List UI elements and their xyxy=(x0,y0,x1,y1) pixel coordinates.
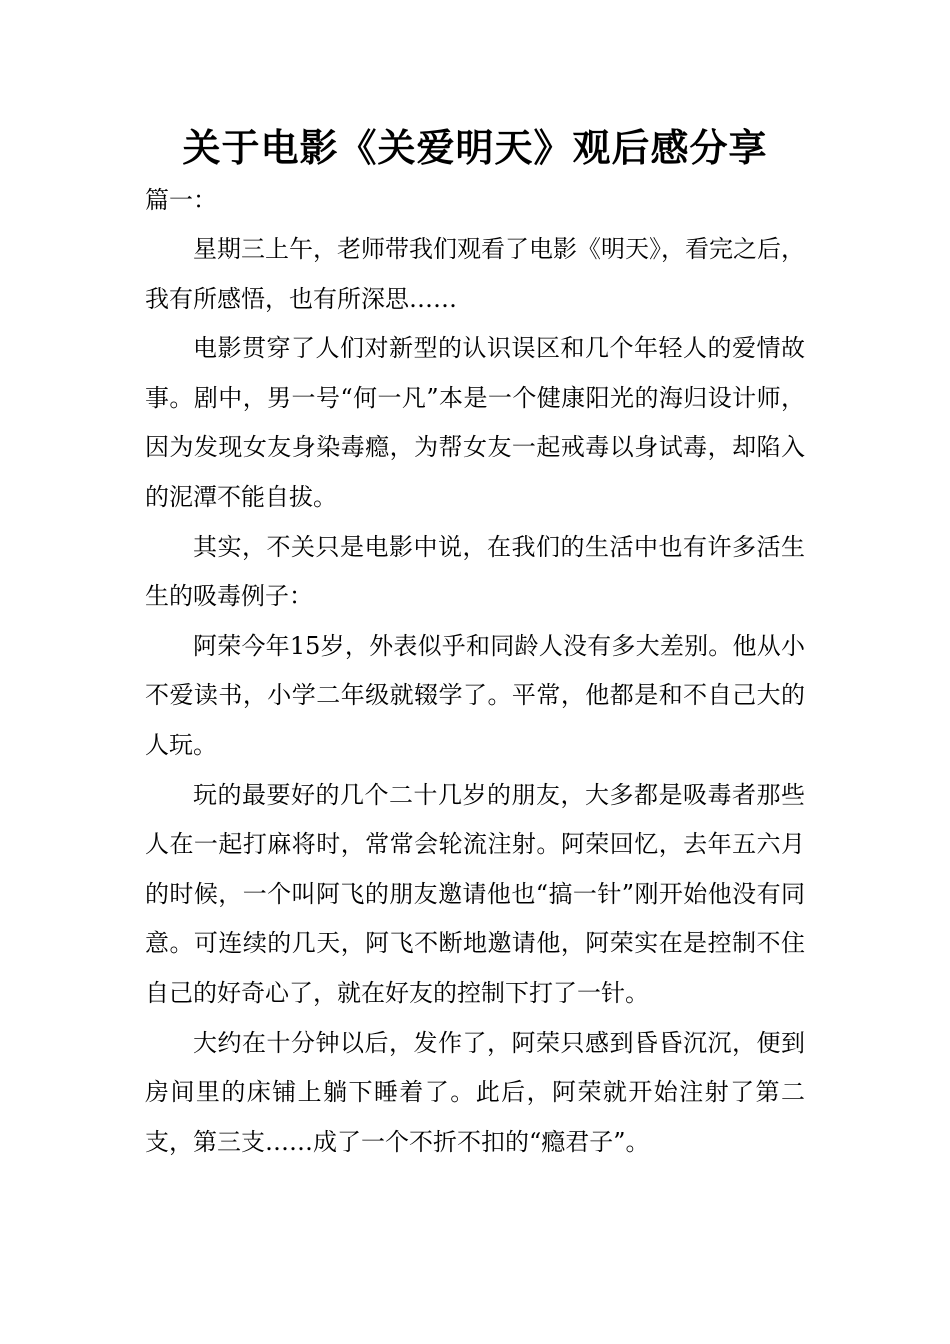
paragraph: 电影贯穿了人们对新型的认识误区和几个年轻人的爱情故事。剧中，男一号“何一凡”本是一个健康阳光的海归设计师，因为发现女友身染毒瘾，为帮女友一起戒毒以身试毒，却陷入的泥潭不能自拔。 xyxy=(145,334,805,511)
section-label: 篇一： xyxy=(145,186,217,214)
paragraph: 大约在十分钟以后，发作了，阿荣只感到昏昏沉沉，便到房间里的床铺上躺下睡着了。此后，阿荣就开始注射了第二支，第三支……成了一个不折不扣的“瘾君子”。 xyxy=(145,1028,805,1156)
paragraph: 玩的最要好的几个二十几岁的朋友，大多都是吸毒者那些人在一起打麻将时，常常会轮流注射。阿荣回忆，去年五六月的时候，一个叫阿飞的朋友邀请他也“搞一针”刚开始他没有同意。可连续的几天，阿飞不断地邀请他，阿荣实在是控制不住自己的好奇心了，就在好友的控制下打了一针。 xyxy=(145,780,805,1007)
document-title: 关于电影《关爱明天》观后感分享 xyxy=(182,126,768,170)
document-body xyxy=(145,225,805,1167)
paragraph: 星期三上午，老师带我们观看了电影《明天》，看完之后，我有所感悟，也有所深思…… xyxy=(145,235,805,313)
paragraph: 其实，不关只是电影中说，在我们的生活中也有许多活生生的吸毒例子： xyxy=(145,532,805,611)
paragraph: 阿荣今年15岁，外表似乎和同龄人没有多大差别。他从小不爱读书，小学二年级就辍学了。平常，他都是和不自己大的人玩。 xyxy=(145,631,805,759)
